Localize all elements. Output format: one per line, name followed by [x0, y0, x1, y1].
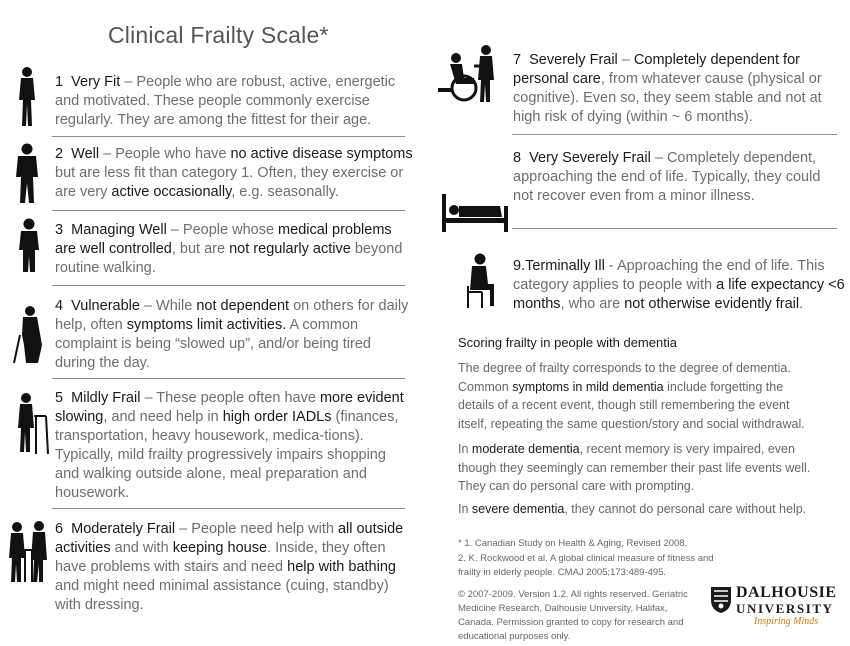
emphasis-text: no active disease symptoms — [230, 146, 413, 162]
item-name: Severely Frail — [529, 52, 618, 68]
emphasis-text: Completely dependent for personal care — [513, 52, 800, 87]
emphasis-text: high order IADLs — [222, 409, 332, 425]
item-name: Well — [71, 146, 100, 162]
copyright-notice: © 2007-2009. Version 1.2. All rights reserved. Geriatric Medicine Research, Dalhousie University, Halifax, Canada. Permission granted to copy for research and educational purposes only. — [458, 589, 688, 642]
item-name: Moderately Frail — [71, 521, 176, 537]
emphasis-text: symptoms in mild dementia — [512, 379, 664, 394]
body-text: (finances, transportation, heavy housework, medica-tions). Typically, mild frailty progressively impairs shopping and walking outside alone, meal preparation and housework. — [55, 409, 399, 501]
frailty-item-9 — [513, 257, 848, 314]
emphasis-text: help with bathing — [287, 559, 396, 575]
item-number: 1 — [55, 74, 64, 90]
emphasis-text: more evident slowing — [55, 390, 404, 425]
item-name: Mildly Frail — [71, 390, 141, 406]
emphasis-text: not otherwise evidently frail — [624, 296, 800, 312]
body-text: include forgetting the details of a recent event, though still remembering the event itself, repeating the same question/story and social withdrawal. — [458, 379, 805, 431]
body-text: – People who have — [99, 146, 231, 162]
item-number: 5 — [55, 390, 64, 406]
emphasis-text: severe dementia — [471, 502, 565, 516]
body-text: and might need minimal assistance (cuing, standby) with dressing. — [55, 578, 389, 613]
dementia-title: Scoring frailty in people with dementia — [458, 335, 677, 350]
body-text: – People who are robust, active, energetic and motivated. These people commonly exercise regularly. They are among the fittest for their age. — [55, 74, 396, 128]
body-text: , they cannot do personal care without help. — [564, 502, 807, 516]
bed-person-icon — [442, 194, 508, 232]
frailty-item-4 — [55, 297, 410, 373]
body-text: – People need help with — [175, 521, 338, 537]
body-text: . Inside, they often have problems with stairs and need — [55, 540, 386, 575]
item-name: Vulnerable — [71, 298, 140, 314]
divider — [52, 136, 405, 137]
item-number: 4 — [55, 298, 64, 314]
body-text: – Completely dependent, approaching the end of life. Typically, they could not recover even from a minor illness. — [513, 150, 821, 204]
body-text: , and need help in — [103, 409, 223, 425]
dalhousie-logo — [710, 584, 836, 630]
item-number: 2 — [55, 146, 64, 162]
emphasis-text: symptoms limit activities. — [126, 317, 287, 333]
standing-person-icon — [16, 218, 42, 274]
footnote-1: * 1. Canadian Study on Health & Aging, Revised 2008. — [458, 538, 688, 549]
emphasis-text: not regularly active — [229, 241, 351, 257]
frailty-item-7 — [513, 51, 833, 127]
emphasis-text: moderate dementia — [471, 442, 580, 456]
standing-person-icon — [14, 66, 40, 128]
body-text: , from whatever cause (physical or cognitive). Even so, they seem stable and not at high risk of dying (within ~ 6 months). — [513, 71, 822, 125]
frailty-item-3 — [55, 221, 413, 278]
divider — [52, 210, 405, 211]
seated-person-icon — [462, 252, 498, 308]
logo-tagline: Inspiring Minds — [754, 616, 819, 627]
body-text: , recent memory is very impaired, even though they seemingly can remember their past life events well. They can do personal care with prompting. — [458, 442, 811, 493]
body-text: . — [799, 296, 804, 312]
dementia-paragraph-2 — [458, 440, 828, 496]
body-text: In — [458, 442, 472, 456]
item-number: 9. — [513, 258, 526, 274]
emphasis-text: all outside activities — [55, 521, 404, 556]
item-number: 7 — [513, 52, 522, 68]
frailty-item-6 — [55, 520, 413, 615]
walker-person-icon — [12, 392, 50, 456]
item-number: 8 — [513, 150, 522, 166]
body-text: , who are — [560, 296, 625, 312]
body-text: A common complaint is being “slowed up”, and/or being tired during the day. — [55, 317, 371, 371]
item-name: Managing Well — [71, 222, 167, 238]
body-text: beyond routine walking. — [55, 241, 403, 276]
crest-icon — [710, 586, 732, 614]
body-text: – While — [139, 298, 197, 314]
assisted-walker-icon — [6, 520, 50, 584]
body-text: The degree of frailty corresponds to the degree of dementia. Common — [458, 361, 791, 394]
body-text: In — [458, 502, 472, 516]
item-name: Terminally Ill — [525, 258, 605, 274]
emphasis-text: not dependent — [196, 298, 290, 314]
body-text: on others for daily help, often — [55, 298, 409, 333]
emphasis-text: active occasionally — [111, 184, 232, 200]
footnote-2: 2. K. Rockwood et al. A global clinical measure of fitness and frailty in elderly people. CMAJ 2005;173:489-495. — [458, 553, 714, 578]
body-text: - Approaching the end of life. This category applies to people with — [513, 258, 825, 293]
divider — [52, 285, 405, 286]
divider — [512, 134, 837, 135]
page-title: Clinical Frailty Scale* — [108, 22, 329, 48]
dementia-paragraph-3 — [458, 500, 828, 519]
frailty-item-8 — [513, 149, 835, 206]
body-text: – — [617, 52, 634, 68]
body-text: but are less fit than category 1. Often, they exercise or are very — [55, 165, 404, 200]
divider — [52, 378, 405, 379]
body-text: – These people often have — [140, 390, 320, 406]
body-text: , but are — [171, 241, 230, 257]
body-text: – People whose — [166, 222, 279, 238]
logo-line-2: UNIVERSITY — [736, 601, 834, 616]
walking-person-icon — [12, 143, 42, 205]
frailty-item-2 — [55, 145, 413, 202]
wheelchair-icon — [438, 44, 504, 104]
item-number: 6 — [55, 521, 64, 537]
frailty-item-5 — [55, 389, 410, 503]
cane-person-icon — [10, 305, 46, 365]
emphasis-text: keeping house — [172, 540, 268, 556]
divider — [52, 508, 405, 509]
item-name: Very Severely Frail — [529, 150, 651, 166]
logo-line-1: DALHOUSIE — [736, 584, 837, 601]
divider — [512, 228, 837, 229]
emphasis-text: medical problems are well controlled — [55, 222, 392, 257]
item-number: 3 — [55, 222, 64, 238]
body-text: , e.g. seasonally. — [231, 184, 339, 200]
body-text: and with — [110, 540, 173, 556]
item-name: Very Fit — [71, 74, 121, 90]
emphasis-text: a life expectancy <6 months — [513, 277, 845, 312]
frailty-item-1 — [55, 73, 410, 130]
dementia-paragraph-1 — [458, 359, 818, 433]
